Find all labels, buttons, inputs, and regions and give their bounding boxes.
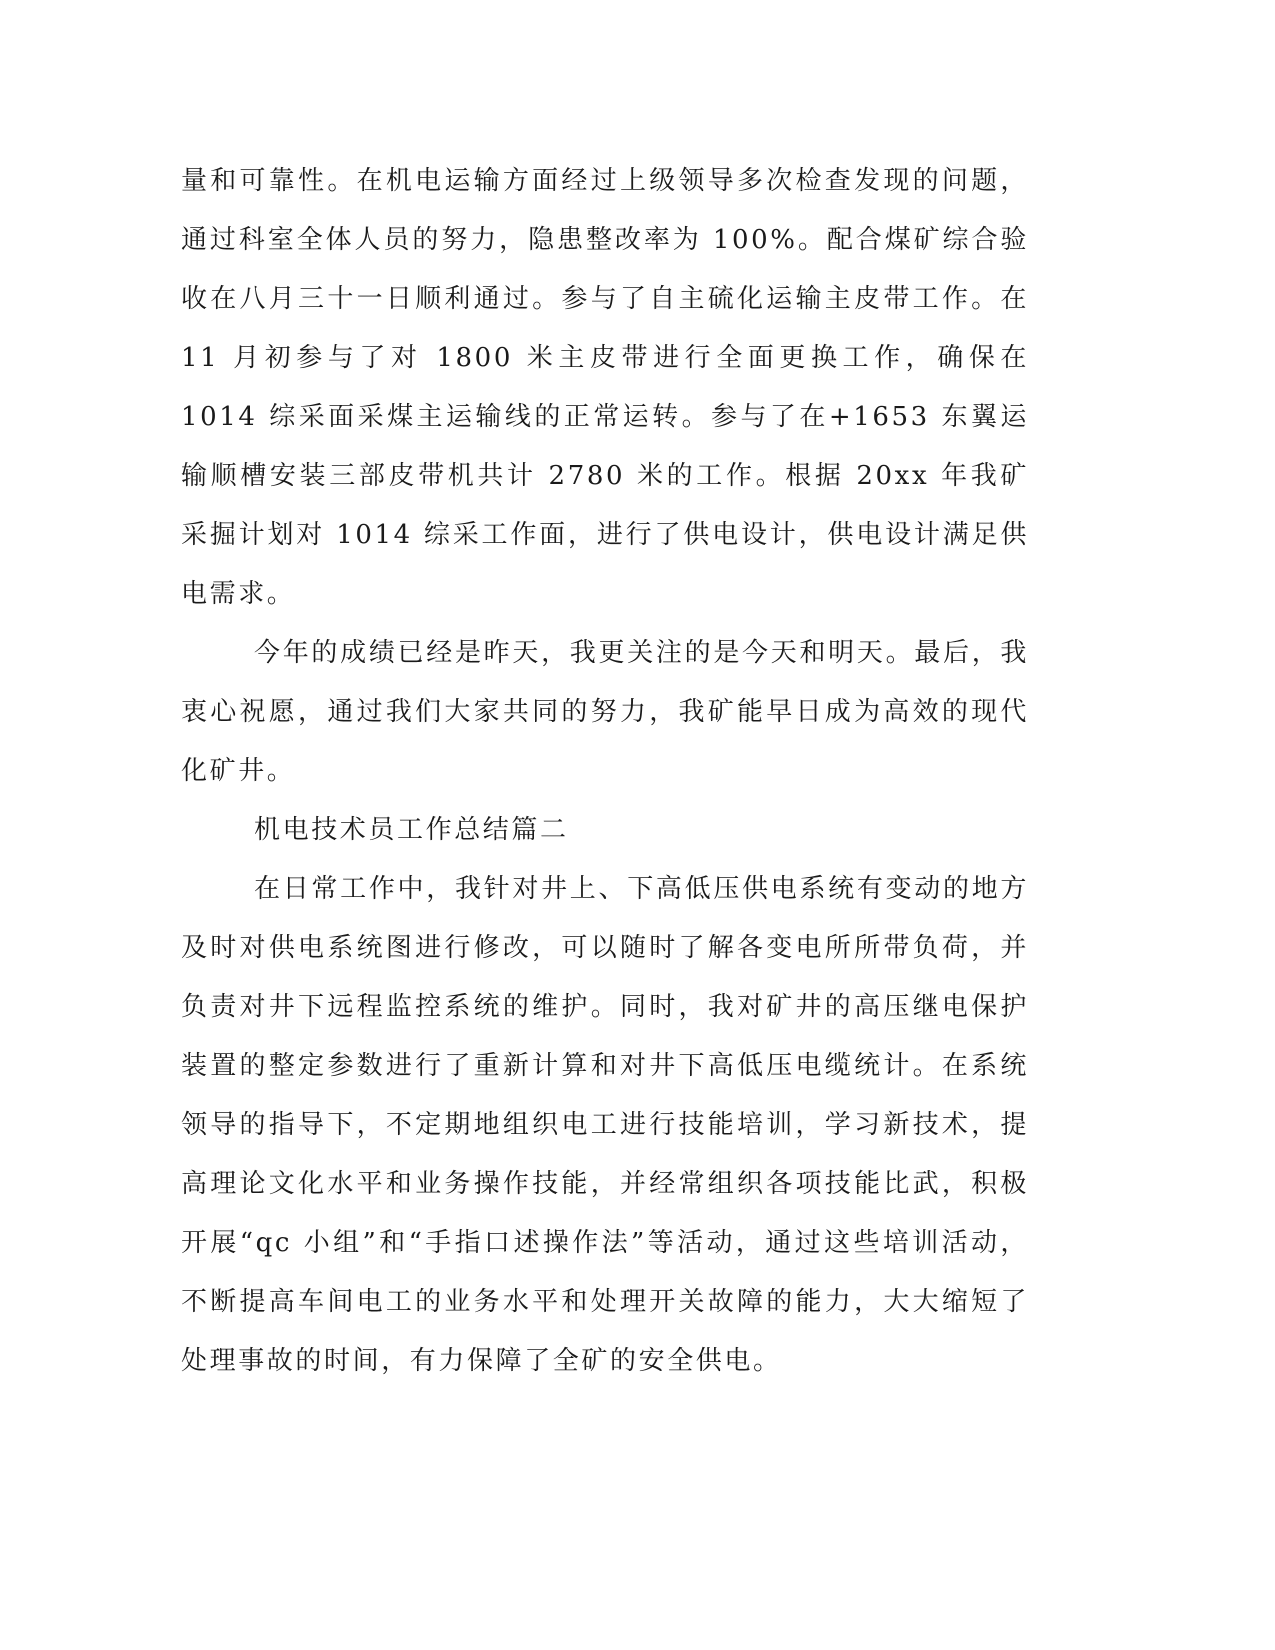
document-body [181, 152, 1029, 1391]
paragraph-continued: 量和可靠性。在机电运输方面经过上级领导多次检查发现的问题，通过科室全体人员的努力，隐患整改率为 100%。配合煤矿综合验收在八月三十一日顺利通过。参与了自主硫化运输主皮带工作。在 11 月初参与了对 1800 米主皮带进行全面更换工作，确保在 1014 综采面采煤主运输线的正常运转。参与了在+1653 东翼运输顺槽安装三部皮带机共计 2780 米的工作。根据 20xx 年我矿采掘计划对 1014 综采工作面，进行了供电设计，供电设计满足供电需求。 [181, 166, 1029, 609]
paragraph-body: 在日常工作中，我针对井上、下高低压供电系统有变动的地方及时对供电系统图进行修改，可以随时了解各变电所所带负荷，并负责对井下远程监控系统的维护。同时，我对矿井的高压继电保护装置的整定参数进行了重新计算和对井下高低压电缆统计。在系统领导的指导下，不定期地组织电工进行技能培训，学习新技术，提高理论文化水平和业务操作技能，并经常组织各项技能比武，积极开展“qc 小组”和“手指口述操作法”等活动，通过这些培训活动，不断提高车间电工的业务水平和处理开关故障的能力，大大缩短了处理事故的时间，有力保障了全矿的安全供电。 [181, 874, 1029, 1376]
paragraph-closing: 今年的成绩已经是昨天，我更关注的是今天和明天。最后，我衷心祝愿，通过我们大家共同的努力，我矿能早日成为高效的现代化矿井。 [181, 638, 1029, 786]
section-heading: 机电技术员工作总结篇二 [254, 815, 569, 845]
